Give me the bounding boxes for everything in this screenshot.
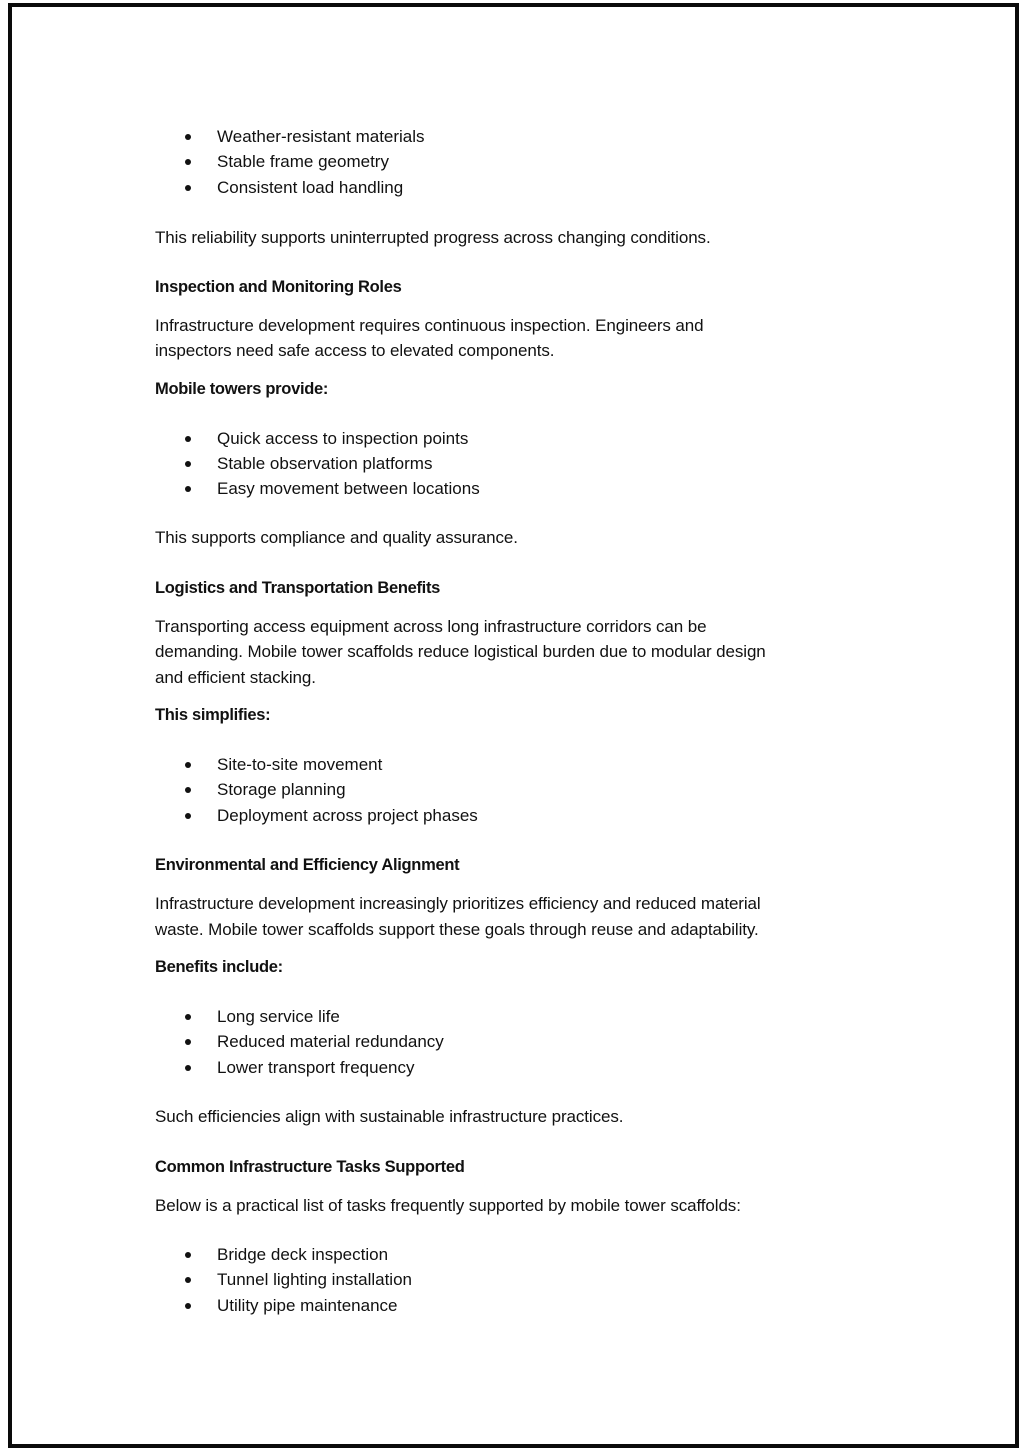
section-heading: Environmental and Efficiency Alignment: [155, 856, 460, 874]
list-item-text: Reduced material redundancy: [217, 1032, 444, 1051]
paragraph-line: and efficient stacking.: [155, 668, 316, 687]
section-heading: Common Infrastructure Tasks Supported: [155, 1158, 465, 1176]
list-item: [185, 1267, 412, 1292]
bullet-icon: [185, 1014, 191, 1020]
list-item-text: Utility pipe maintenance: [217, 1296, 398, 1315]
list-item: [185, 752, 382, 777]
list-item-text: Weather-resistant materials: [217, 127, 425, 146]
bullet-icon: [185, 461, 191, 467]
bullet-icon: [185, 134, 191, 140]
bullet-icon: [185, 787, 191, 793]
bullet-icon: [185, 1065, 191, 1071]
section-heading: Logistics and Transportation Benefits: [155, 579, 441, 597]
list-item-text: Storage planning: [217, 780, 346, 799]
bullet-icon: [185, 762, 191, 768]
closing-paragraph: Such efficiencies align with sustainable infrastructure practices.: [155, 1107, 624, 1126]
bullet-icon: [185, 1303, 191, 1309]
bullet-icon: [185, 159, 191, 165]
list-item: [185, 1293, 397, 1318]
paragraph-line: Below is a practical list of tasks frequently supported by mobile tower scaffolds:: [155, 1196, 741, 1215]
list-item-text: Deployment across project phases: [217, 806, 478, 825]
list-item-text: Consistent load handling: [217, 178, 404, 197]
list-item: [185, 124, 425, 149]
list-item: [185, 803, 478, 828]
list-item-text: Lower transport frequency: [217, 1058, 415, 1077]
list-item: [185, 175, 403, 200]
list-item: [185, 1029, 444, 1054]
list-item: [185, 1242, 388, 1267]
bullet-icon: [185, 813, 191, 819]
list-item-text: Tunnel lighting installation: [217, 1270, 412, 1289]
paragraph-line: demanding. Mobile tower scaffolds reduce logistical burden due to modular design: [155, 642, 766, 661]
lead-in: Benefits include:: [155, 958, 283, 976]
list-item: [185, 451, 432, 476]
closing-paragraph: This reliability supports uninterrupted progress across changing conditions.: [155, 228, 711, 247]
list-item-text: Quick access to inspection points: [217, 429, 469, 448]
list-item-text: Long service life: [217, 1007, 340, 1026]
bullet-icon: [185, 486, 191, 492]
list-item-text: Stable observation platforms: [217, 454, 433, 473]
list-item-text: Site-to-site movement: [217, 755, 383, 774]
bullet-icon: [185, 436, 191, 442]
list-item: [185, 777, 346, 802]
paragraph-line: waste. Mobile tower scaffolds support these goals through reuse and adaptability.: [155, 920, 759, 939]
paragraph-line: inspectors need safe access to elevated components.: [155, 341, 555, 360]
bullet-icon: [185, 1252, 191, 1258]
bullet-icon: [185, 185, 191, 191]
list-item: [185, 1055, 415, 1080]
list-item: [185, 426, 468, 451]
list-item: [185, 149, 389, 174]
list-item: [185, 1004, 340, 1029]
list-item-text: Stable frame geometry: [217, 152, 389, 171]
lead-in: This simplifies:: [155, 706, 271, 724]
list-item: [185, 476, 480, 501]
lead-in: Mobile towers provide:: [155, 380, 329, 398]
bullet-icon: [185, 1277, 191, 1283]
closing-paragraph: This supports compliance and quality assurance.: [155, 528, 518, 547]
section-heading: Inspection and Monitoring Roles: [155, 278, 402, 296]
paragraph-line: Infrastructure development increasingly prioritizes efficiency and reduced material: [155, 894, 761, 913]
paragraph-line: Infrastructure development requires continuous inspection. Engineers and: [155, 316, 704, 335]
bullet-icon: [185, 1039, 191, 1045]
list-item-text: Easy movement between locations: [217, 479, 480, 498]
paragraph-line: Transporting access equipment across long infrastructure corridors can be: [155, 617, 707, 636]
list-item-text: Bridge deck inspection: [217, 1245, 389, 1264]
